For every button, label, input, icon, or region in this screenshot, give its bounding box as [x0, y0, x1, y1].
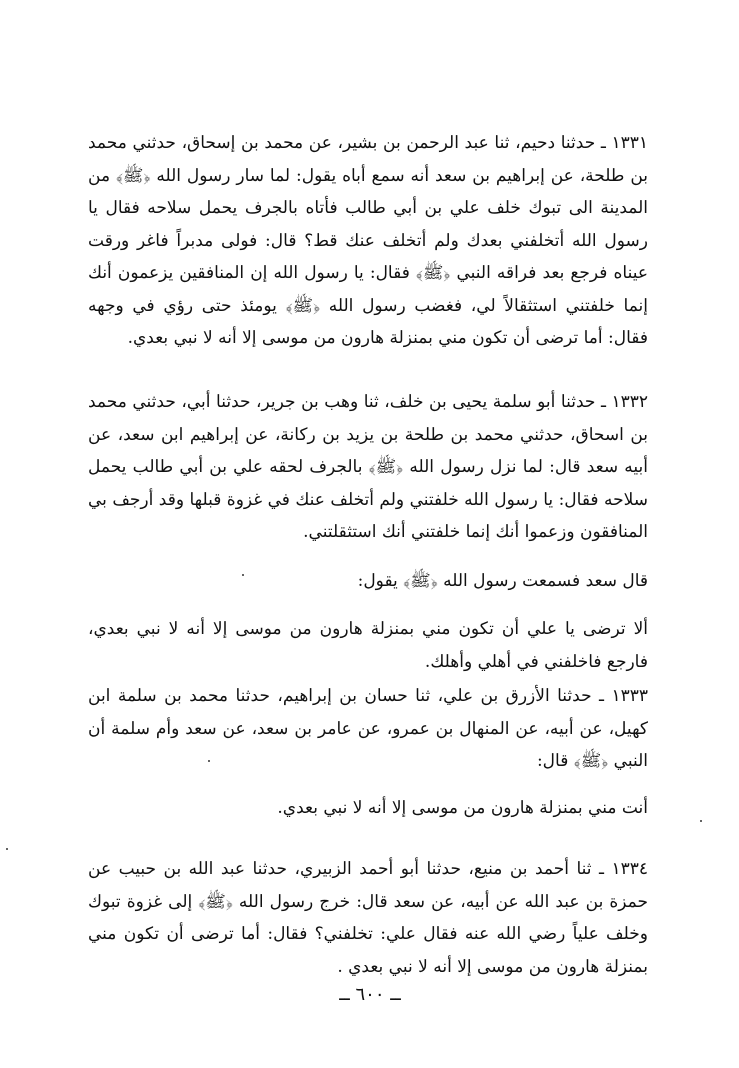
scan-speck	[242, 574, 244, 576]
hadith-1332: ١٣٣٢ ـ حدثنا أبو سلمة يحيى بن خلف، ثنا وهب بن جرير، حدثنا أبي، حدثني محمد بن اسحاق، حدثني محمد بن طلحة بن يزيد بن ركانة، عن إبراهيم ابن سعد، عن أبيه سعد قال: لما نزل رسول الله ﴿ﷺ﴾ بالجرف لحقه علي بن أبي طالب يحمل سلاحه فقال: يا رسول الله خلفتني ولم أتخلف عنك في غزوة قبلها وقد أرجف بي المنافقون وزعموا أنك إنما خلفتني أنك استثقلتني.	[88, 392, 648, 542]
scan-speck	[208, 760, 210, 762]
hadith-1332-quote-intro: قال سعد فسمعت رسول الله ﴿ﷺ﴾ يقول:	[357, 571, 648, 591]
hadith-1334: ١٣٣٤ ـ ثنا أحمد بن منيع، حدثنا أبو أحمد الزبيري، حدثنا عبد الله بن حبيب عن حمزة بن عبد الله عن أبيه، عن سعد قال: خرج رسول الله ﴿ﷺ﴾ إلى غزوة تبوك وخلف علياً رضي الله عنه فقال علي: تخلفني؟ فقال: أما ترضى أن تكون مني بمنزلة هارون من موسى إلا أنه لا نبي بعدي .	[88, 859, 648, 977]
hadith-1333: ١٣٣٣ ـ حدثنا الأزرق بن علي، ثنا حسان بن إبراهيم، حدثنا محمد بن سلمة ابن كهيل، عن أبيه، عن المنهال بن عمرو، عن عامر بن سعد، عن سعد وأم سلمة أن النبي ﴿ﷺ﴾ قال:	[88, 686, 648, 771]
hadith-1332-quote: ألا ترضى يا علي أن تكون مني بمنزلة هارون من موسى إلا أنه لا نبي بعدي، فارجع فاخلفني في أهلي وأهلك.	[88, 619, 648, 672]
page-number: ــ ٦٠٠ ــ	[339, 984, 401, 1005]
scan-speck	[700, 820, 702, 822]
scan-speck	[6, 848, 8, 850]
hadith-1333-quote: أنت مني بمنزلة هارون من موسى إلا أنه لا نبي بعدي.	[277, 798, 648, 818]
hadith-1331: ١٣٣١ ـ حدثنا دحيم، ثنا عبد الرحمن بن بشير، عن محمد بن إسحاق، حدثني محمد بن طلحة، عن إبراهيم بن سعد أنه سمع أباه يقول: لما سار رسول الله ﴿ﷺ﴾ من المدينة الى تبوك خلف علي بن أبي طالب فأتاه بالجرف يحمل سلاحه فقال يا رسول الله أتخلفني بعدك ولم أتخلف عنك قط؟ قال: فولى مدبراً فاغر ورقت عيناه فرجع بعد فراقه النبي ﴿ﷺ﴾ فقال: يا رسول الله إن المنافقين يزعمون أنك إنما خلفتني استثقالاً لي، فغضب رسول الله ﴿ﷺ﴾ يومئذ حتى رؤي في وجهه فقال: أما ترضى أن تكون مني بمنزلة هارون من موسى إلا أنه لا نبي بعدي.	[88, 133, 648, 348]
